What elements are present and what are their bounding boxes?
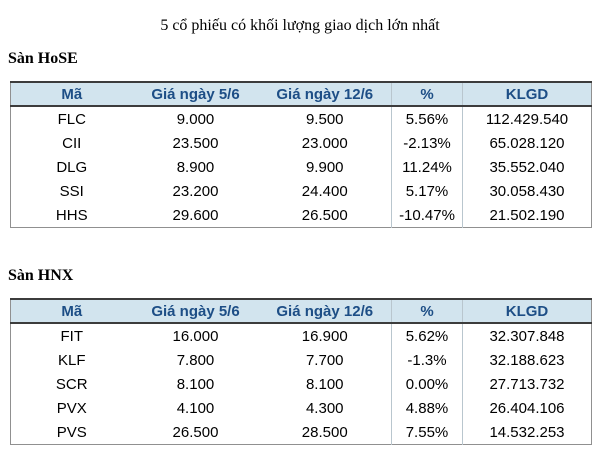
- section-label-hnx: Sàn HNX: [8, 267, 74, 284]
- cell-price-12-6: 8.100: [259, 372, 392, 396]
- cell-price-5-6: 4.100: [133, 396, 259, 420]
- table-header: [11, 299, 592, 323]
- cell-volume-klgd: 32.307.848: [463, 323, 592, 348]
- table-row: [11, 155, 592, 179]
- stock-table-hose: [10, 81, 592, 228]
- cell-price-5-6: 9.000: [133, 106, 259, 131]
- cell-price-5-6: 8.900: [133, 155, 259, 179]
- table-row: [11, 131, 592, 155]
- cell-percent-change: 4.88%: [392, 396, 463, 420]
- cell-price-5-6: 23.200: [133, 179, 259, 203]
- cell-stock-code: PVX: [11, 396, 133, 420]
- cell-price-5-6: 26.500: [133, 420, 259, 445]
- column-header-price-5-6: Giá ngày 5/6: [133, 299, 259, 323]
- cell-percent-change: 0.00%: [392, 372, 463, 396]
- cell-volume-klgd: 27.713.732: [463, 372, 592, 396]
- table-header: [11, 82, 592, 106]
- column-header-price-5-6: Giá ngày 5/6: [133, 82, 259, 106]
- cell-price-12-6: 26.500: [259, 203, 392, 228]
- cell-price-12-6: 7.700: [259, 348, 392, 372]
- table-row: [11, 179, 592, 203]
- cell-stock-code: FIT: [11, 323, 133, 348]
- cell-stock-code: KLF: [11, 348, 133, 372]
- table-row: [11, 396, 592, 420]
- cell-volume-klgd: 26.404.106: [463, 396, 592, 420]
- header-row: [11, 299, 592, 323]
- cell-percent-change: 11.24%: [392, 155, 463, 179]
- cell-stock-code: HHS: [11, 203, 133, 228]
- cell-volume-klgd: 112.429.540: [463, 106, 592, 131]
- cell-stock-code: CII: [11, 131, 133, 155]
- cell-stock-code: DLG: [11, 155, 133, 179]
- header-row: [11, 82, 592, 106]
- cell-price-12-6: 23.000: [259, 131, 392, 155]
- column-header-volume: KLGD: [463, 82, 592, 106]
- cell-percent-change: 5.17%: [392, 179, 463, 203]
- cell-price-12-6: 9.500: [259, 106, 392, 131]
- table-row: [11, 420, 592, 445]
- column-header-volume: KLGD: [463, 299, 592, 323]
- cell-volume-klgd: 35.552.040: [463, 155, 592, 179]
- cell-price-12-6: 9.900: [259, 155, 392, 179]
- page-title: 5 cổ phiếu có khối lượng giao dịch lớn nhất: [160, 17, 440, 34]
- column-header-price-12-6: Giá ngày 12/6: [259, 299, 392, 323]
- cell-stock-code: SSI: [11, 179, 133, 203]
- cell-volume-klgd: 14.532.253: [463, 420, 592, 445]
- cell-percent-change: 5.56%: [392, 106, 463, 131]
- cell-volume-klgd: 30.058.430: [463, 179, 592, 203]
- cell-volume-klgd: 21.502.190: [463, 203, 592, 228]
- cell-stock-code: FLC: [11, 106, 133, 131]
- table-row: [11, 323, 592, 348]
- cell-price-5-6: 8.100: [133, 372, 259, 396]
- table-row: [11, 106, 592, 131]
- section-label-hose: Sàn HoSE: [8, 50, 78, 67]
- cell-percent-change: 5.62%: [392, 323, 463, 348]
- cell-percent-change: -10.47%: [392, 203, 463, 228]
- cell-stock-code: PVS: [11, 420, 133, 445]
- cell-percent-change: 7.55%: [392, 420, 463, 445]
- column-header-percent: %: [392, 299, 463, 323]
- cell-stock-code: SCR: [11, 372, 133, 396]
- stock-table-hnx: [10, 298, 592, 445]
- cell-price-5-6: 29.600: [133, 203, 259, 228]
- column-header-code: Mã: [11, 299, 133, 323]
- cell-price-5-6: 23.500: [133, 131, 259, 155]
- cell-price-12-6: 16.900: [259, 323, 392, 348]
- column-header-percent: %: [392, 82, 463, 106]
- table-row: [11, 348, 592, 372]
- cell-price-12-6: 24.400: [259, 179, 392, 203]
- cell-percent-change: -1.3%: [392, 348, 463, 372]
- table-row: [11, 203, 592, 228]
- column-header-price-12-6: Giá ngày 12/6: [259, 82, 392, 106]
- table-row: [11, 372, 592, 396]
- cell-volume-klgd: 65.028.120: [463, 131, 592, 155]
- column-header-code: Mã: [11, 82, 133, 106]
- cell-price-5-6: 16.000: [133, 323, 259, 348]
- cell-percent-change: -2.13%: [392, 131, 463, 155]
- cell-price-12-6: 4.300: [259, 396, 392, 420]
- cell-price-12-6: 28.500: [259, 420, 392, 445]
- cell-volume-klgd: 32.188.623: [463, 348, 592, 372]
- cell-price-5-6: 7.800: [133, 348, 259, 372]
